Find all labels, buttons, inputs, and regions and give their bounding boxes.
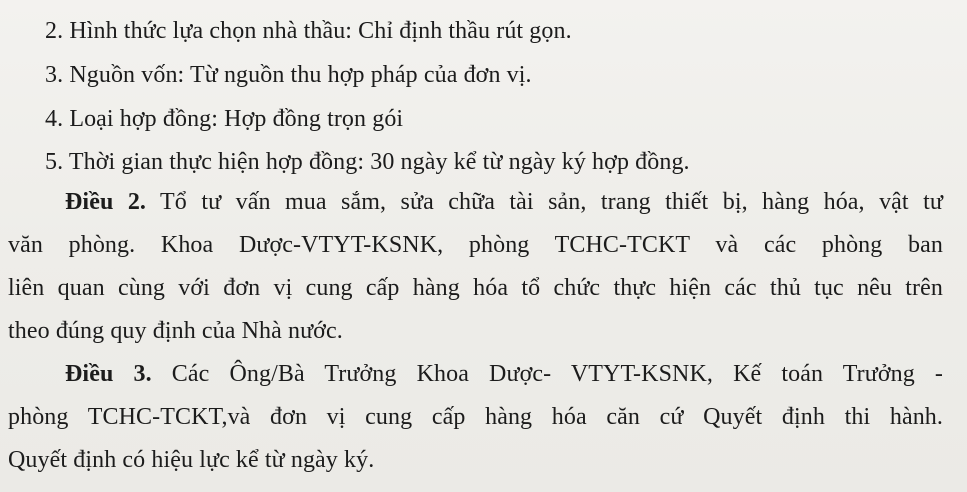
list-item-4 <box>45 104 403 134</box>
list-number: 3. <box>45 62 64 88</box>
article3-text-line2: phòng TCHC-TCKT,và đơn vị cung cấp hàng hóa căn cứ Quyết định thi hành. <box>8 404 943 430</box>
article2-text-line2: văn phòng. Khoa Dược-VTYT-KSNK, phòng TCHC-TCKT và các phòng ban <box>8 232 943 258</box>
article3-first-line <box>65 359 943 389</box>
article3-heading: Điều 3. <box>65 361 152 387</box>
list-item-2 <box>45 16 572 46</box>
list-number: 5. <box>45 149 64 175</box>
list-number: 4. <box>45 106 64 132</box>
list-item-3 <box>45 60 532 90</box>
list-item-5 <box>45 147 690 177</box>
article2-first-line <box>65 187 943 217</box>
list-number: 2. <box>45 18 64 44</box>
list-text: Thời gian thực hiện hợp đồng: 30 ngày kể từ ngày ký hợp đồng. <box>68 149 690 175</box>
article2-text-line1: Tổ tư vấn mua sắm, sửa chữa tài sản, trang thiết bị, hàng hóa, vật tư <box>160 189 943 215</box>
article3-text-line3: Quyết định có hiệu lực kể từ ngày ký. <box>8 447 375 473</box>
list-text: Nguồn vốn: Từ nguồn thu hợp pháp của đơn vị. <box>69 62 532 88</box>
list-text: Hình thức lựa chọn nhà thầu: Chỉ định thầu rút gọn. <box>69 18 572 44</box>
article3-text-line1: Các Ông/Bà Trưởng Khoa Dược- VTYT-KSNK, Kế toán Trưởng - <box>171 361 943 387</box>
list-text: Loại hợp đồng: Hợp đồng trọn gói <box>69 106 404 132</box>
article2-text-line4: theo đúng quy định của Nhà nước. <box>8 318 343 344</box>
article2-heading: Điều 2. <box>65 189 147 215</box>
article2-text-line3: liên quan cùng với đơn vị cung cấp hàng hóa tổ chức thực hiện các thủ tục nêu trên <box>8 275 943 301</box>
